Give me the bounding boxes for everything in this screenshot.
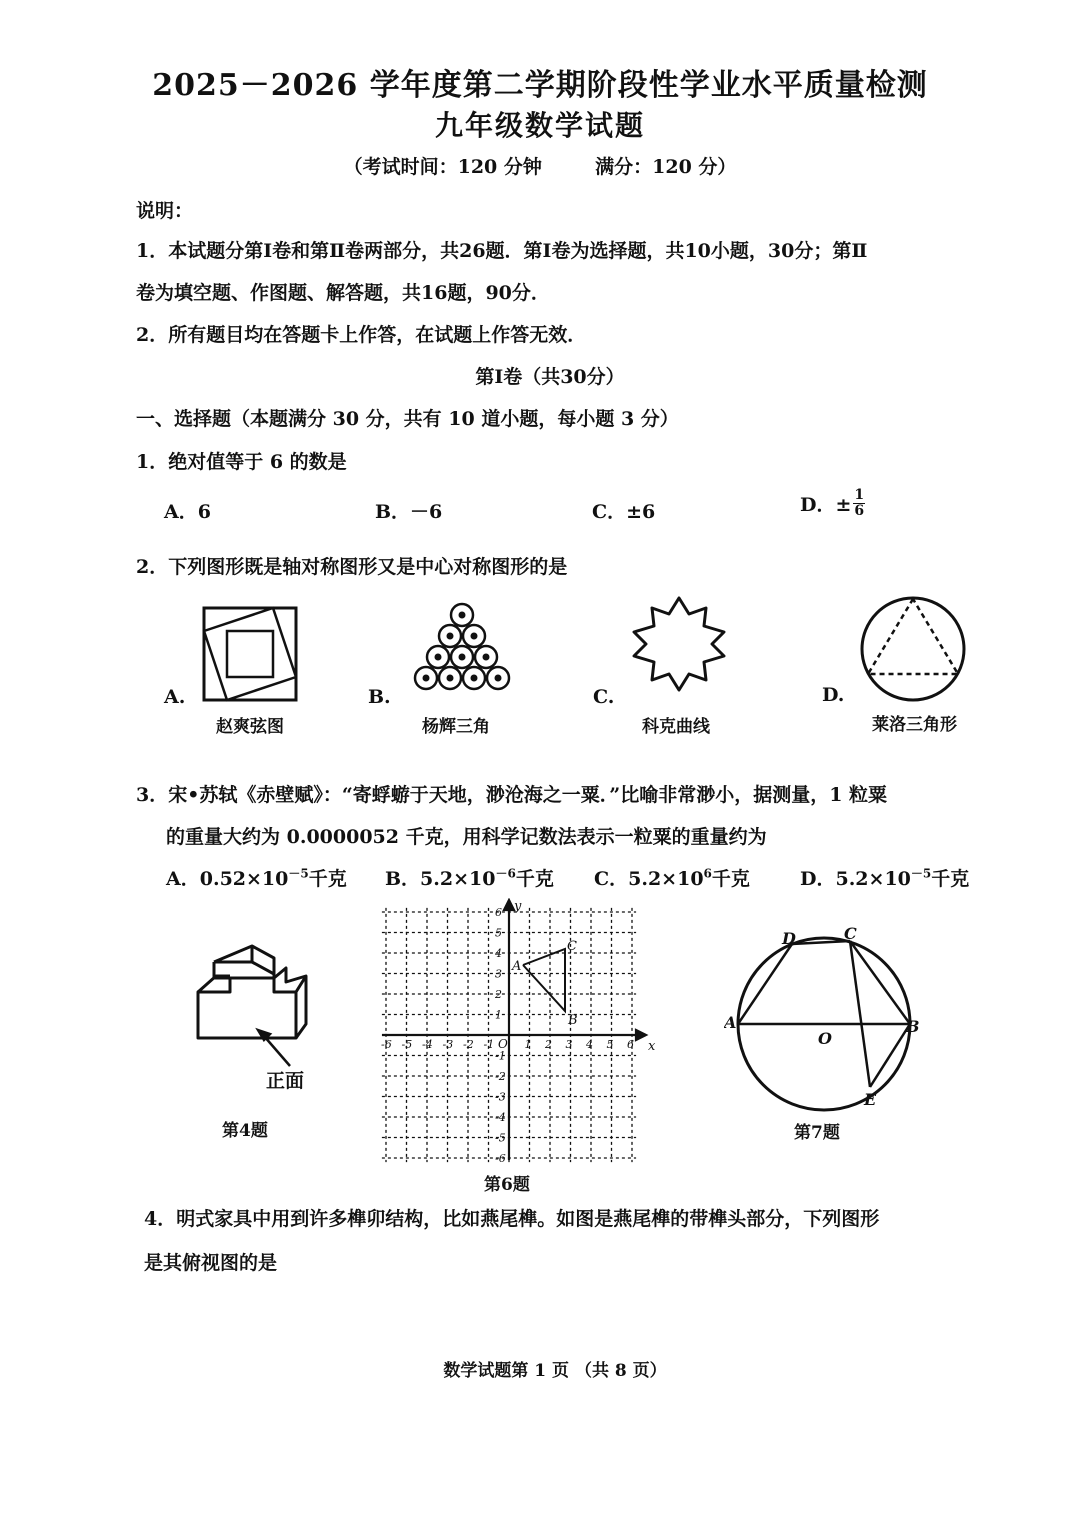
q1-option-d <box>800 488 865 519</box>
q2-label-a: A. <box>164 686 186 708</box>
q3-stem-1: 3．宋•苏轼《赤壁赋》：“寄蜉蝣于天地，渺沧海之一粟．”比喻非常渺小，据测量，1 粒粟 <box>136 784 888 806</box>
exam-subtitle: 九年级数学试题 <box>434 109 645 142</box>
q3-option-b <box>385 864 554 891</box>
q3-b-unit: 千克 <box>515 868 554 890</box>
q3-a-base: A．0.52×10 <box>166 868 289 890</box>
x-tick-label: 4 <box>586 1038 593 1051</box>
fig4-caption: 第4题 <box>222 1121 268 1141</box>
q2-caption-a: 赵爽弦图 <box>216 717 284 737</box>
instruction-1b: 卷为填空题、作图题、解答题，共16题，90分． <box>136 282 550 304</box>
y-tick-label: -6 <box>495 1152 506 1165</box>
q3-option-c <box>594 864 750 891</box>
q2-label-c: C. <box>593 686 615 708</box>
y-tick-label: 5 <box>495 926 502 940</box>
y-tick-label: -1 <box>495 1049 506 1063</box>
x-tick-label: -3 <box>442 1038 454 1051</box>
x-tick-label: 2 <box>545 1038 552 1051</box>
q3-d-exp: －5 <box>910 866 932 881</box>
q3-option-a <box>166 864 347 891</box>
q2-stem: 2．下列图形既是轴对称图形又是中心对称图形的是 <box>136 556 568 578</box>
point-b-label: B <box>906 1017 920 1036</box>
q3-a-unit: 千克 <box>308 868 347 890</box>
q3-stem-2: 的重量大约为 0.0000052 千克，用科学记数法表示一粒粟的重量约为 <box>166 826 767 848</box>
fraction-one-sixth <box>853 488 865 519</box>
x-tick-label: 6 <box>627 1038 634 1051</box>
page-footer: 数学试题第 1 页 （共 8 页） <box>443 1361 667 1381</box>
exam-meta <box>0 152 1080 179</box>
origin-label: O <box>498 1037 508 1051</box>
q1-option-d-prefix: D．± <box>800 494 852 516</box>
part-heading: 一、选择题（本题满分 30 分，共有 10 道小题，每小题 3 分） <box>136 408 679 430</box>
y-tick-label: -2 <box>495 1070 506 1083</box>
q2-label-d: D. <box>822 684 845 706</box>
q1-option-a: A．6 <box>164 501 211 523</box>
q1-option-c: C．±6 <box>592 501 656 523</box>
y-axis-arrow <box>504 900 514 910</box>
q1-option-b: B．－6 <box>375 501 443 523</box>
y-tick-label: -3 <box>495 1090 506 1104</box>
x-tick-label: -1 <box>483 1038 495 1051</box>
q1-stem: 1．绝对值等于 6 的数是 <box>136 451 347 473</box>
y-tick-label: -4 <box>495 1111 506 1124</box>
exam-title: 2025－2026 学年度第二学期阶段性学业水平质量检测 <box>152 68 928 103</box>
q2-label-b: B. <box>368 686 391 708</box>
fig6-caption: 第6题 <box>484 1175 530 1195</box>
point-d-label: D <box>782 929 796 948</box>
q3-b-exp: －6 <box>495 866 516 881</box>
point-e-label: E <box>864 1090 877 1109</box>
q4-stem-2: 是其俯视图的是 <box>144 1252 278 1274</box>
full-score: 满分：120 分） <box>595 156 737 178</box>
fig7-caption: 第7题 <box>794 1123 840 1143</box>
q2-caption-b: 杨辉三角 <box>422 717 490 737</box>
x-tick-label: -2 <box>463 1038 474 1051</box>
q4-stem-1: 4．明式家具中用到许多榫卯结构，比如燕尾榫。如图是燕尾榫的带榫头部分，下列图形 <box>144 1208 880 1230</box>
q3-c-base: C．5.2×10 <box>594 868 704 890</box>
y-tick-label: 1 <box>495 1008 502 1022</box>
coordinate-grid-figure <box>374 898 656 1168</box>
q3-option-d <box>800 864 969 891</box>
instruction-1: 1．本试题分第Ⅰ卷和第Ⅱ卷两部分，共26题．第Ⅰ卷为选择题，共10小题，30分；第Ⅱ <box>136 240 868 262</box>
q3-d-unit: 千克 <box>931 868 970 890</box>
x-tick-label: -6 <box>381 1038 392 1051</box>
volume-heading: 第Ⅰ卷（共30分） <box>475 366 625 388</box>
fraction-numerator: 1 <box>854 487 865 503</box>
reuleaux-triangle <box>858 594 968 704</box>
x-tick-label: 1 <box>524 1038 532 1051</box>
x-tick-label: -5 <box>401 1038 413 1051</box>
circle-chords-figure <box>724 922 924 1118</box>
fraction-denominator: 6 <box>854 503 865 519</box>
x-axis-label: x <box>648 1039 656 1054</box>
front-view-label: 正面 <box>266 1070 305 1092</box>
q3-d-base: D．5.2×10 <box>800 868 911 890</box>
y-tick-label: 2 <box>495 988 502 1001</box>
y-tick-label: 4 <box>495 947 502 960</box>
center-o-label: O <box>818 1029 832 1048</box>
q3-b-base: B．5.2×10 <box>385 868 496 890</box>
point-b-label: B <box>568 1013 578 1028</box>
x-axis-arrow <box>636 1030 646 1040</box>
x-tick-label: -4 <box>422 1038 433 1051</box>
point-c-label: C <box>844 924 857 943</box>
y-tick-label: 6 <box>495 906 502 919</box>
q3-a-exp: －5 <box>288 866 309 881</box>
point-c-label: C <box>567 939 577 954</box>
point-a-label: A <box>724 1013 737 1032</box>
exam-time: （考试时间：120 分钟 <box>343 156 542 178</box>
koch-snowflake <box>626 594 732 694</box>
instruction-2: 2．所有题目均在答题卡上作答，在试题上作答无效． <box>136 324 587 346</box>
dovetail-tenon-figure <box>186 938 316 1068</box>
zhao-shuang-diagram <box>200 604 300 704</box>
q2-caption-c: 科克曲线 <box>642 717 710 737</box>
yang-hui-triangle <box>400 602 524 706</box>
q3-c-exp: 6 <box>703 866 712 881</box>
y-tick-label: -5 <box>495 1131 506 1145</box>
point-a-label: A <box>512 959 522 974</box>
q2-caption-d: 莱洛三角形 <box>872 715 957 735</box>
x-tick-label: 5 <box>606 1038 614 1051</box>
x-tick-label: 3 <box>565 1038 573 1051</box>
y-tick-label: 3 <box>495 967 502 981</box>
q3-c-unit: 千克 <box>711 868 750 890</box>
y-axis-label: y <box>514 899 522 914</box>
instructions-heading: 说明： <box>136 200 194 222</box>
